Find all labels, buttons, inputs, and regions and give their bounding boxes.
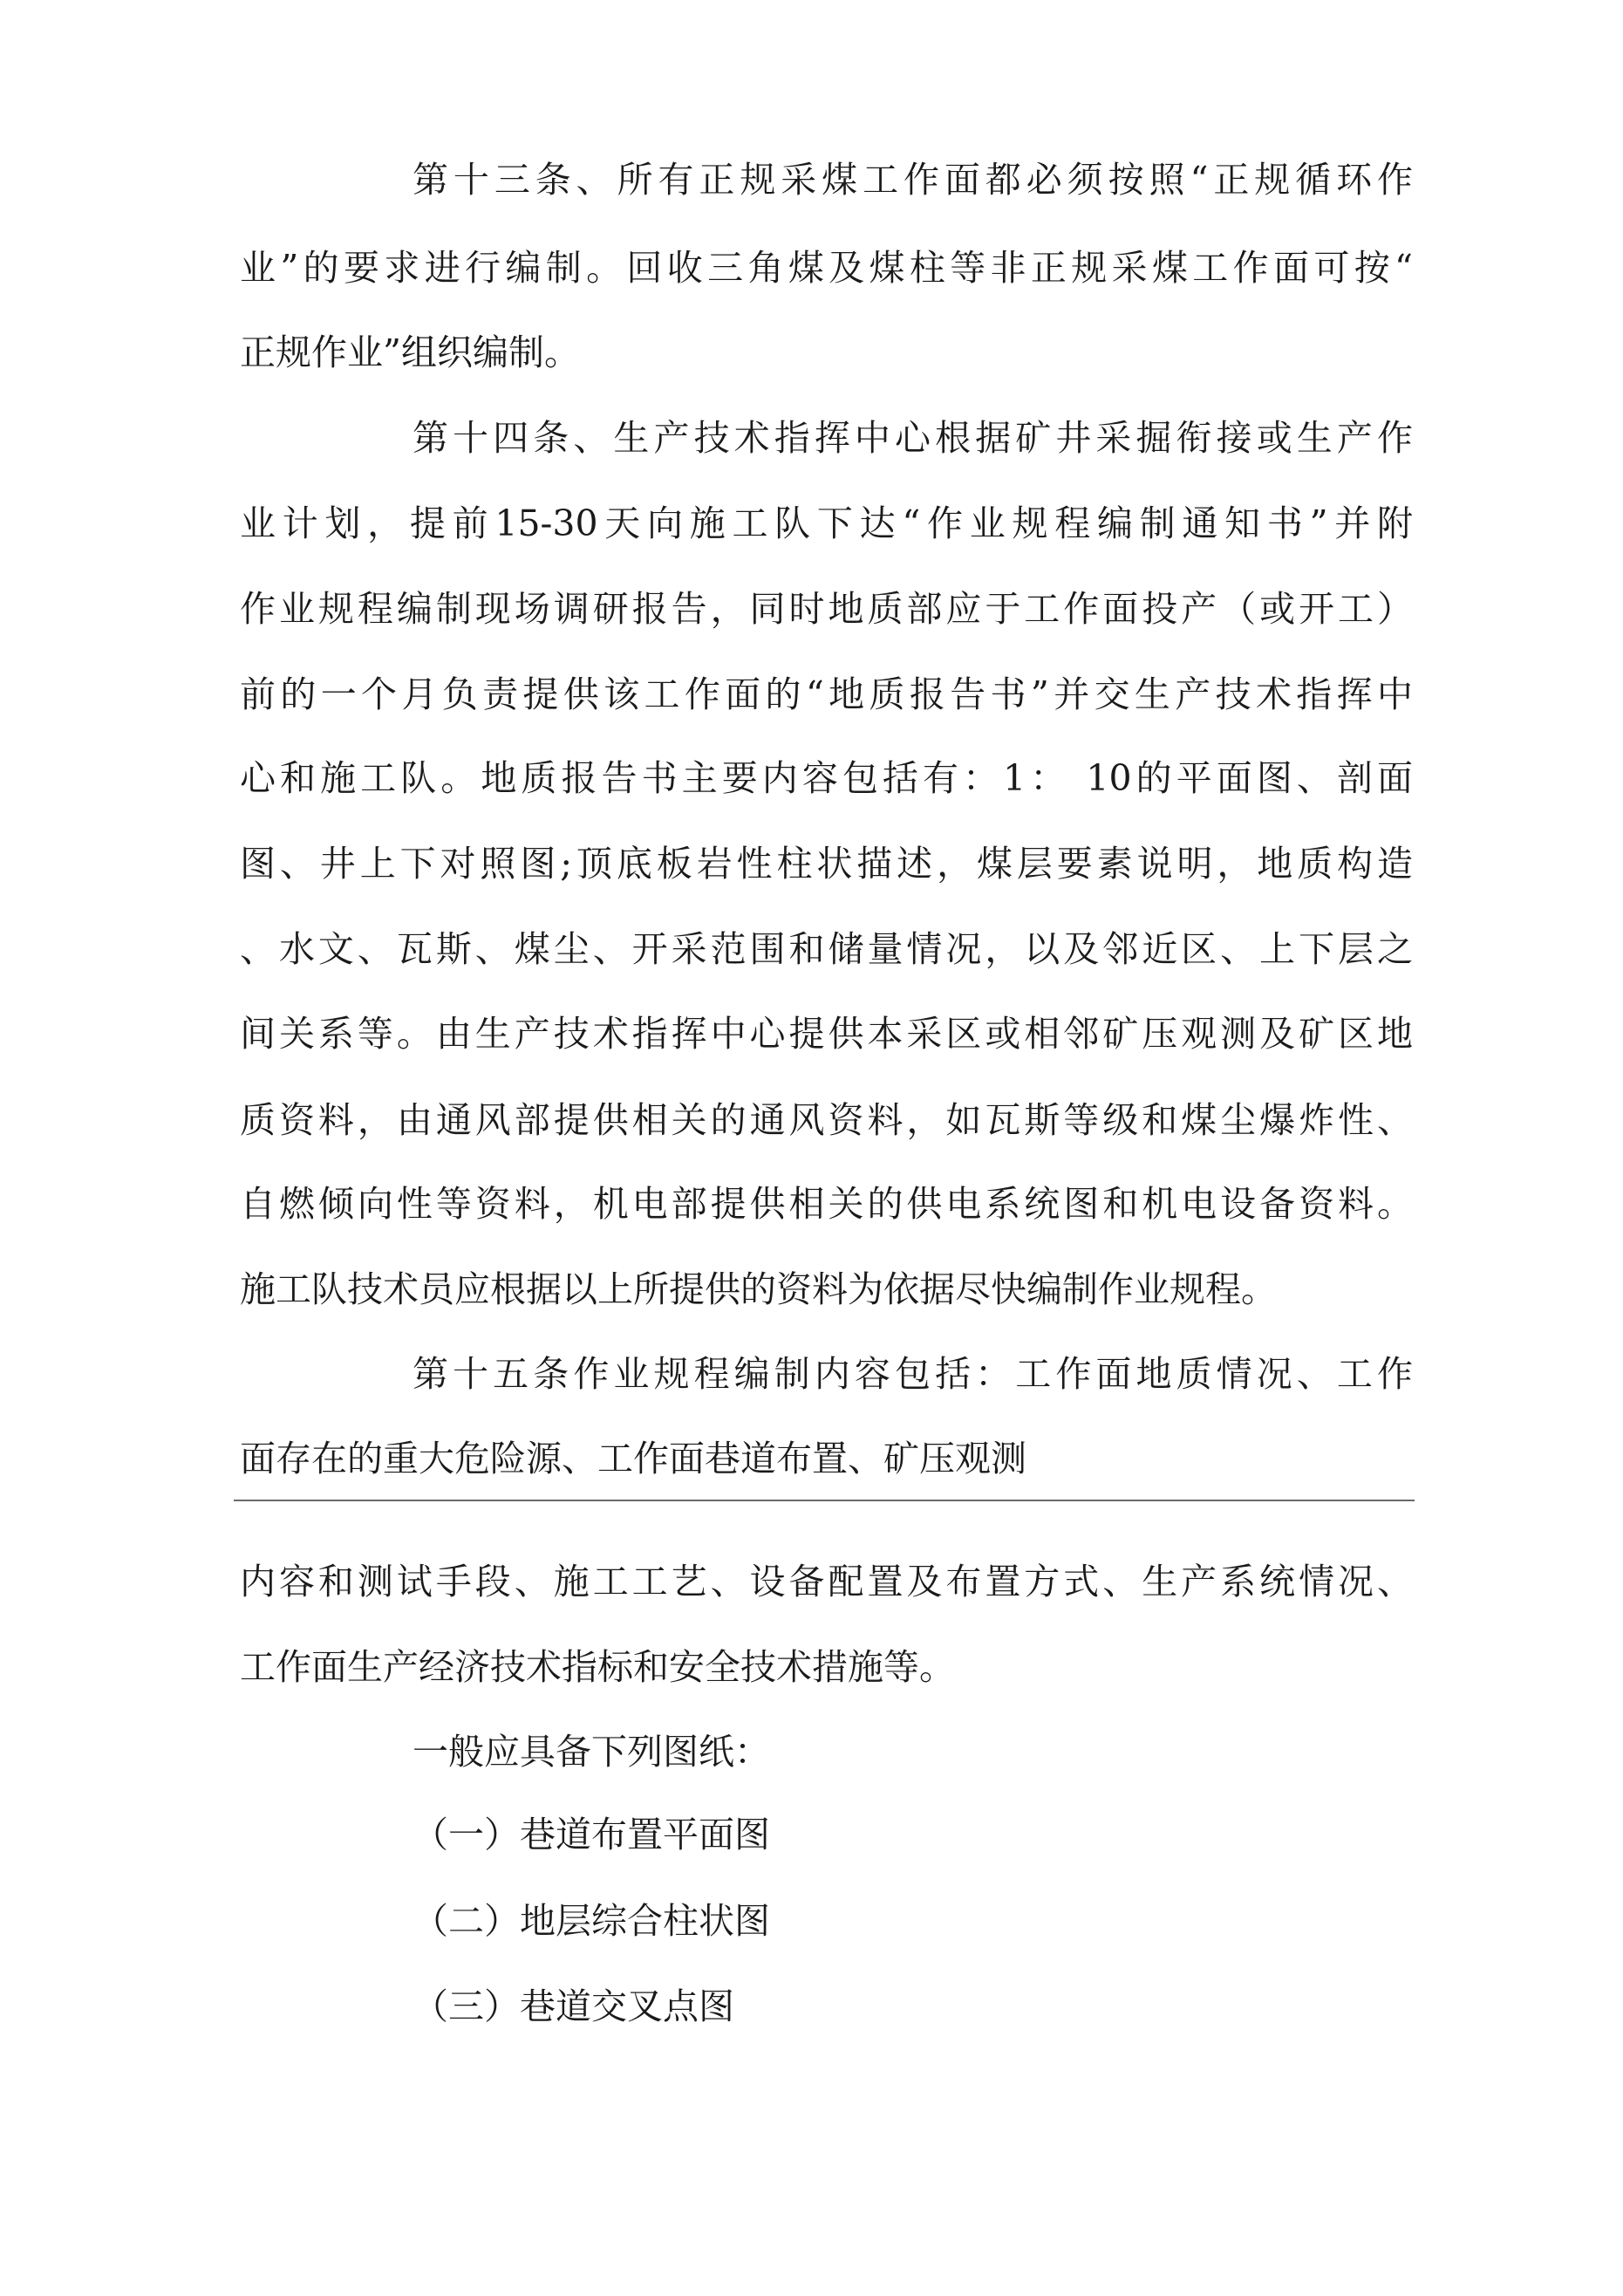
article-14-line-8: 间关系等。由生产技术指挥中心提供本采区或相邻矿压观测及矿区地 [240, 1013, 1413, 1055]
article-14-line-9: 质资料，由通风部提供相关的通风资料，如瓦斯等级和煤尘爆炸性、 [240, 1099, 1413, 1141]
drawing-item-2: （二）地层综合柱状图 [413, 1900, 770, 1942]
article-14-line-10: 自燃倾向性等资料，机电部提供相关的供电系统图和机电设备资料。 [240, 1183, 1413, 1225]
drawings-intro: 一般应具备下列图纸： [413, 1731, 770, 1773]
article-14-line-3: 作业规程编制现场调研报告，同时地质部应于工作面投产（或开工） [240, 588, 1413, 630]
article-15-line-4: 工作面生产经济技术指标和安全技术措施等。 [240, 1646, 955, 1688]
article-13-line-3: 正规作业”组织编制。 [240, 331, 580, 373]
article-14-line-1: 第十四条、生产技术指挥中心根据矿井采掘衔接或生产作 [413, 417, 1413, 459]
article-14-line-4: 前的一个月负责提供该工作面的“地质报告书”并交生产技术指挥中 [240, 673, 1413, 715]
article-15-line-2: 面存在的重大危险源、工作面巷道布置、矿压观测 [240, 1438, 1026, 1479]
article-14-line-5: 心和施工队。地质报告书主要内容包括有：1： 10的平面图、剖面 [240, 757, 1413, 799]
drawing-item-3: （三）巷道交叉点图 [413, 1985, 734, 2027]
article-14-line-2: 业计划，提前15-30天向施工队下达“作业规程编制通知书”并附 [240, 502, 1413, 544]
article-15-line-3: 内容和测试手段、施工工艺、设备配置及布置方式、生产系统情况、 [240, 1561, 1413, 1602]
article-14-line-7: 、水文、瓦斯、煤尘、开采范围和储量情况，以及邻近区、上下层之 [240, 928, 1413, 970]
article-13-line-1: 第十三条、所有正规采煤工作面都必须按照“正规循环作 [413, 159, 1413, 201]
page-break-divider [234, 1500, 1415, 1501]
drawing-item-1: （一）巷道布置平面图 [413, 1814, 770, 1855]
article-13-line-2: 业”的要求进行编制。回收三角煤及煤柱等非正规采煤工作面可按“ [240, 247, 1413, 289]
article-14-line-6: 图、井上下对照图;顶底板岩性柱状描述，煤层要素说明，地质构造 [240, 843, 1413, 885]
article-14-line-11: 施工队技术员应根据以上所提供的资料为依据尽快编制作业规程。 [240, 1268, 1277, 1310]
article-15-line-1: 第十五条作业规程编制内容包括：工作面地质情况、工作 [413, 1353, 1413, 1395]
